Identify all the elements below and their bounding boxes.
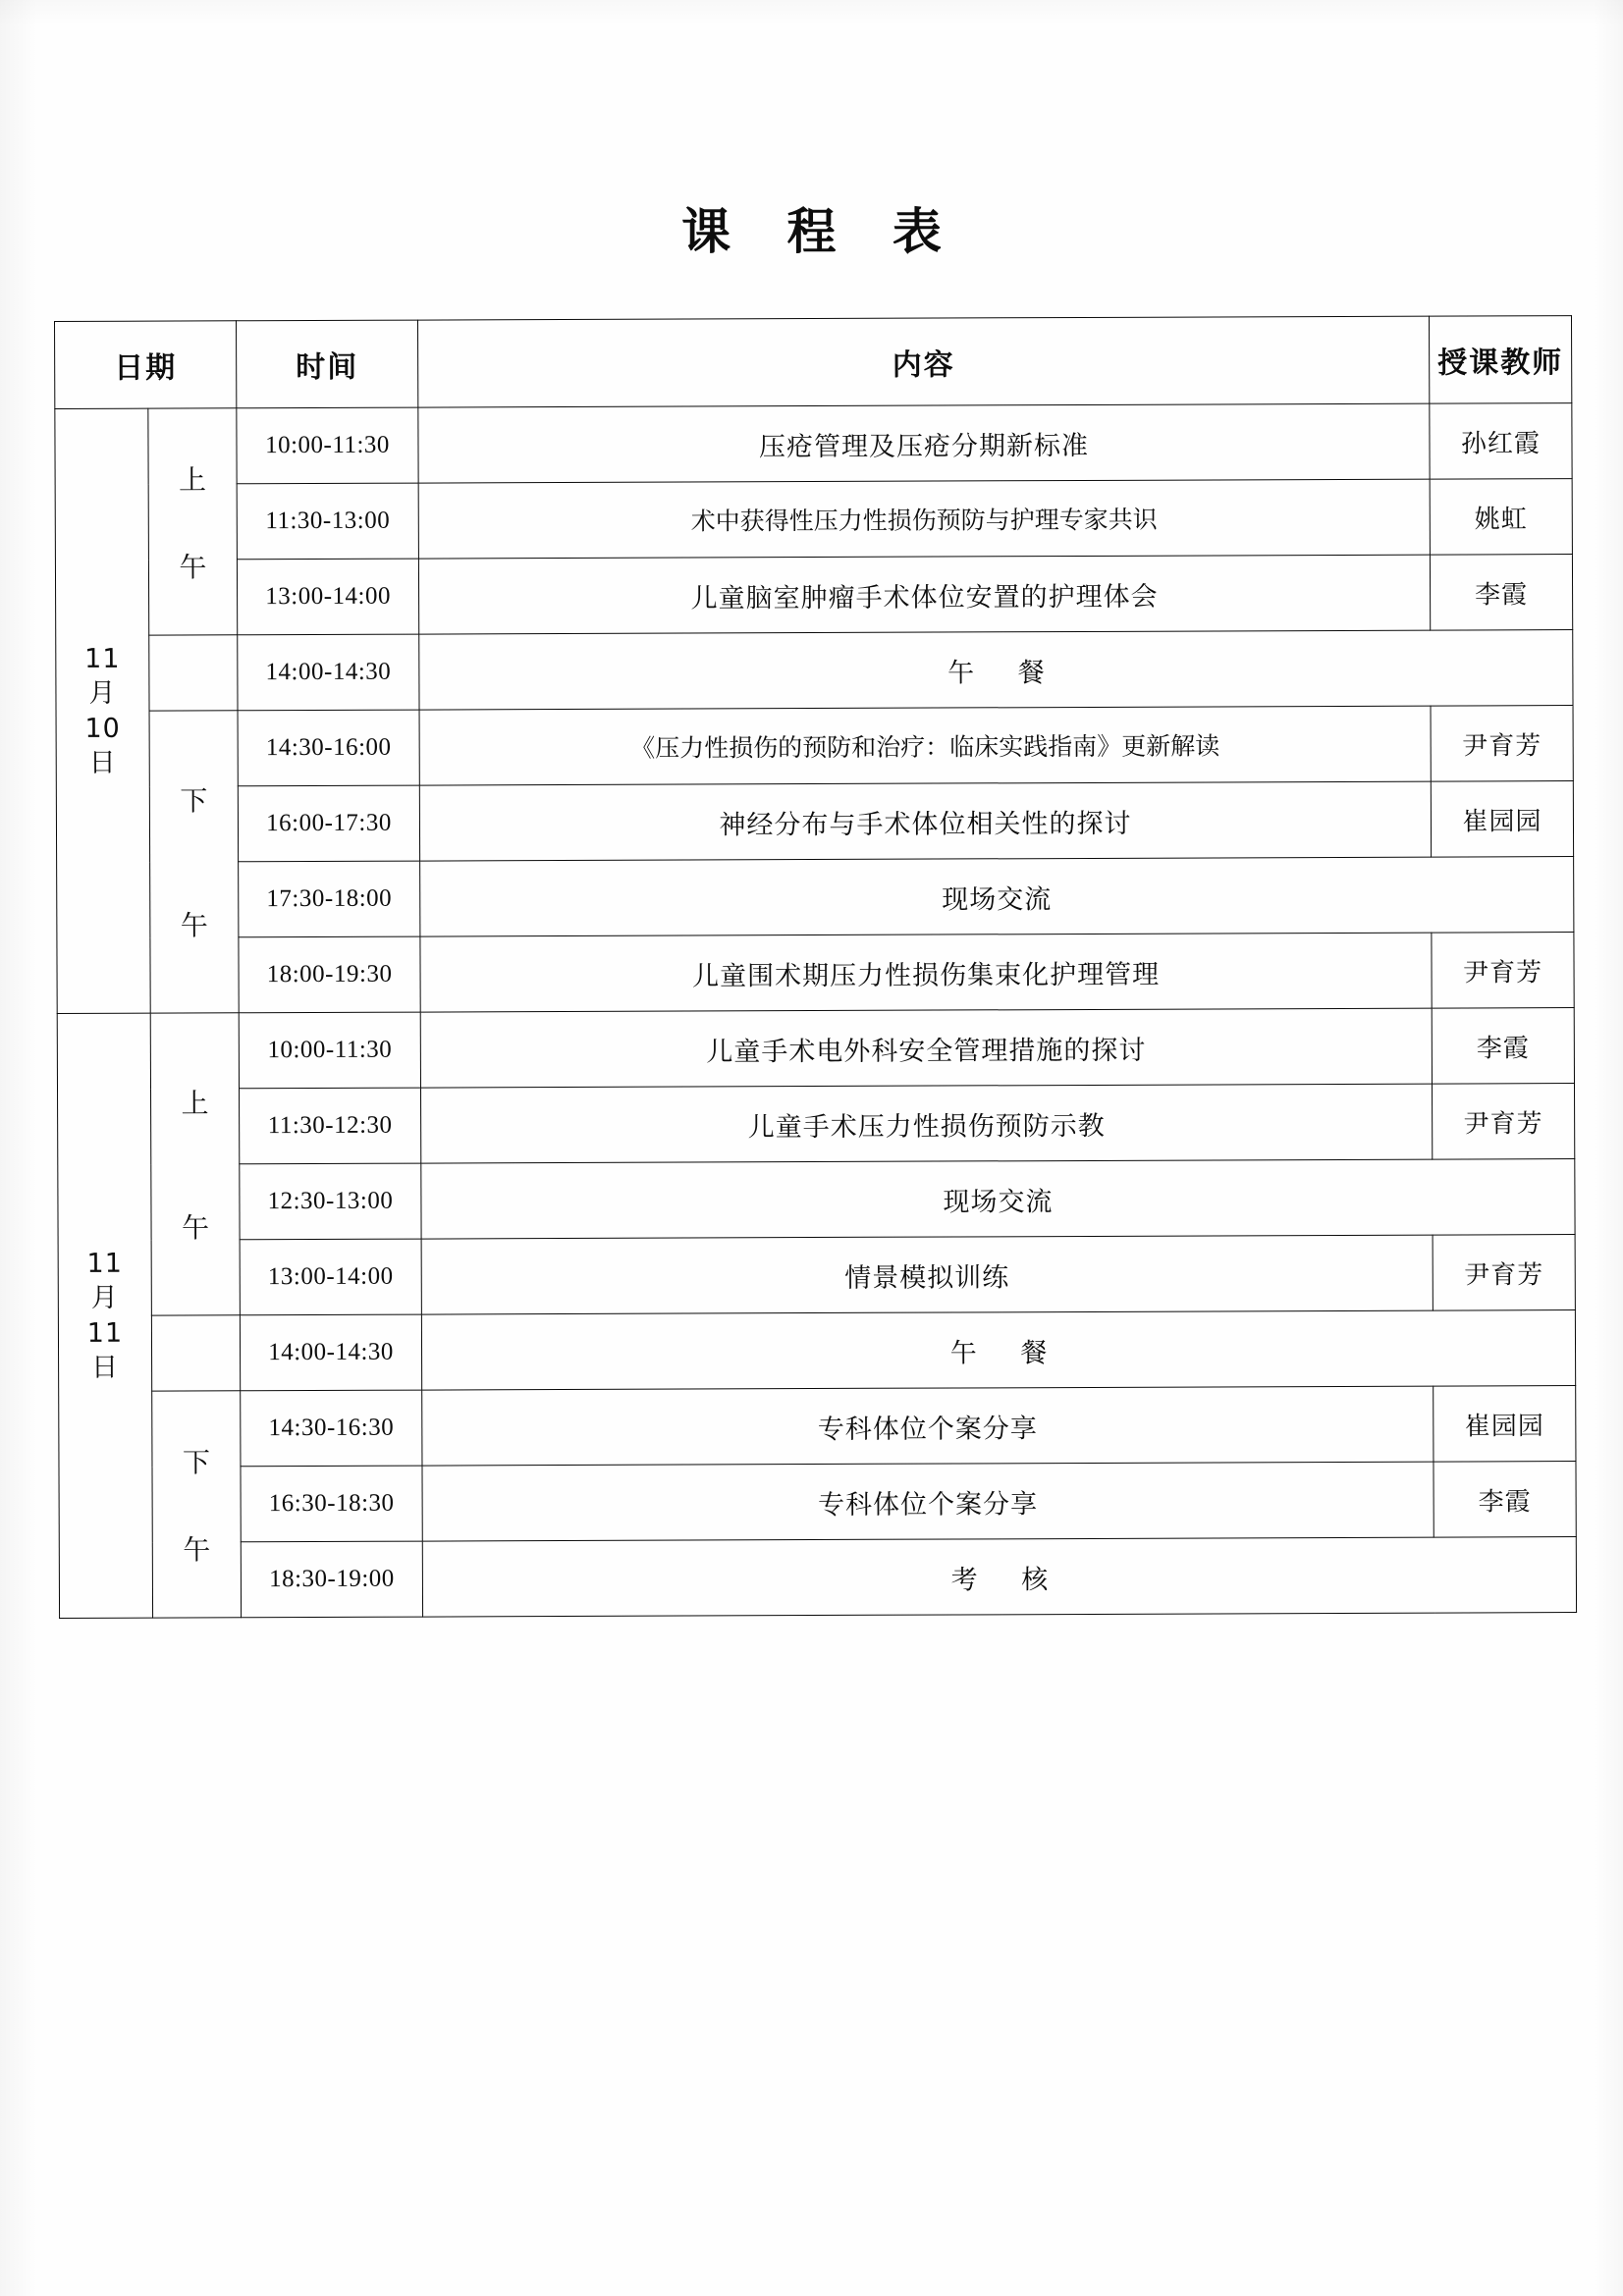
time-cell: 13:00-14:00 [240, 1239, 421, 1315]
date-char: 日 [88, 747, 117, 778]
session-char-xia: 下 [182, 1445, 211, 1479]
date-char: 11 [86, 1317, 124, 1349]
content-cell: 儿童手术压力性损伤预防示教 [421, 1084, 1433, 1163]
content-cell: 术中获得性压力性损伤预防与护理专家共识 [418, 479, 1430, 559]
date-cell-day1 [55, 408, 150, 1013]
table-row [58, 1235, 1575, 1316]
session-cell-empty [149, 635, 238, 711]
content-cell-open-discussion: 现场交流 [420, 857, 1574, 937]
content-cell-exam: 考 核 [422, 1537, 1576, 1618]
table-row [59, 1386, 1576, 1468]
time-cell: 13:00-14:00 [237, 559, 418, 635]
time-cell: 16:30-18:30 [241, 1466, 422, 1542]
content-cell: 专科体位个案分享 [422, 1386, 1434, 1466]
time-cell: 16:00-17:30 [238, 785, 419, 862]
content-cell: 儿童围术期压力性损伤集束化护理管理 [420, 933, 1432, 1012]
table-row-lunch [56, 630, 1573, 712]
teacher-cell: 李霞 [1434, 1462, 1576, 1538]
time-cell: 18:30-19:00 [241, 1541, 422, 1618]
page-title: 课 程 表 [681, 203, 961, 260]
teacher-cell: 崔园园 [1434, 1386, 1576, 1463]
teacher-cell: 尹育芳 [1432, 933, 1574, 1009]
time-cell: 10:00-11:30 [239, 1012, 420, 1089]
table-row [56, 706, 1573, 787]
date-char: 11 [84, 644, 121, 675]
table-row [55, 479, 1572, 561]
session-char-xia: 下 [180, 784, 208, 818]
time-cell: 18:00-19:30 [239, 936, 420, 1013]
date-vertical-stack [56, 642, 149, 780]
table-row [57, 857, 1574, 938]
teacher-cell: 姚虹 [1430, 479, 1572, 556]
time-cell: 14:00-14:30 [238, 634, 419, 711]
time-cell: 14:30-16:30 [241, 1390, 422, 1467]
session-cell-day2-afternoon [152, 1391, 242, 1618]
teacher-cell: 李霞 [1430, 555, 1572, 631]
session-char-wu: 午 [181, 1211, 210, 1245]
date-vertical-stack [59, 1247, 152, 1385]
teacher-cell: 崔园园 [1431, 781, 1573, 858]
session-char-wu: 午 [180, 909, 208, 942]
session-vertical-stack [150, 711, 239, 1012]
table-row [58, 1084, 1575, 1165]
session-char-wu: 午 [183, 1532, 211, 1567]
time-cell: 14:30-16:00 [238, 710, 419, 786]
table-row [58, 1159, 1575, 1241]
content-cell-lunch: 午 餐 [421, 1310, 1575, 1391]
time-cell: 17:30-18:00 [239, 861, 420, 937]
teacher-cell: 尹育芳 [1433, 1235, 1575, 1311]
time-cell: 10:00-11:30 [237, 407, 418, 484]
teacher-cell: 尹育芳 [1432, 1084, 1574, 1160]
session-vertical-stack [151, 1013, 240, 1314]
session-vertical-stack [148, 408, 237, 634]
content-cell: 压疮管理及压疮分期新标准 [418, 403, 1430, 483]
session-char-shang: 上 [181, 1087, 209, 1120]
table-row [59, 1462, 1576, 1543]
session-cell-day2-morning [150, 1013, 240, 1315]
session-char-wu: 午 [179, 550, 207, 584]
teacher-cell: 李霞 [1432, 1008, 1574, 1085]
schedule-table-container [54, 315, 1576, 1619]
content-cell: 情景模拟训练 [421, 1235, 1433, 1314]
date-char: 日 [91, 1352, 120, 1383]
table-row [56, 781, 1573, 863]
column-header-date: 日期 [55, 321, 237, 409]
content-cell-lunch: 午 餐 [419, 630, 1573, 711]
time-cell: 11:30-13:00 [237, 483, 418, 560]
column-header-teacher: 授课教师 [1429, 316, 1571, 404]
date-char: 11 [86, 1249, 123, 1280]
table-row [57, 1008, 1574, 1090]
session-char-shang: 上 [179, 462, 207, 497]
content-cell: 儿童脑室肿瘤手术体位安置的护理体会 [418, 555, 1430, 634]
teacher-cell: 尹育芳 [1431, 706, 1573, 782]
content-cell: 专科体位个案分享 [422, 1462, 1434, 1541]
content-cell: 儿童手术电外科安全管理措施的探讨 [420, 1008, 1432, 1088]
content-cell: 《压力性损伤的预防和治疗：临床实践指南》更新解读 [419, 706, 1431, 785]
column-header-time: 时间 [237, 320, 418, 408]
table-header-row [55, 316, 1572, 409]
time-cell: 14:00-14:30 [240, 1314, 421, 1391]
table-row [55, 403, 1572, 485]
time-cell: 12:30-13:00 [240, 1163, 421, 1240]
session-cell-day1-afternoon [149, 711, 239, 1013]
date-cell-day2 [57, 1013, 152, 1618]
session-cell-empty [151, 1315, 240, 1391]
column-header-content: 内容 [417, 316, 1429, 407]
table-row [55, 555, 1572, 636]
date-char: 月 [88, 678, 117, 710]
table-row [57, 933, 1574, 1014]
date-char: 月 [90, 1283, 119, 1314]
table-row [59, 1537, 1576, 1619]
table-row-lunch [58, 1310, 1575, 1392]
content-cell-open-discussion: 现场交流 [421, 1159, 1575, 1240]
session-cell-day1-morning [148, 408, 238, 635]
time-cell: 11:30-12:30 [240, 1088, 421, 1164]
date-char: 10 [84, 713, 121, 744]
content-cell: 神经分布与手术体位相关性的探讨 [419, 781, 1431, 861]
course-schedule-table [54, 315, 1577, 1619]
teacher-cell: 孙红霞 [1430, 403, 1572, 480]
session-vertical-stack [152, 1391, 241, 1617]
